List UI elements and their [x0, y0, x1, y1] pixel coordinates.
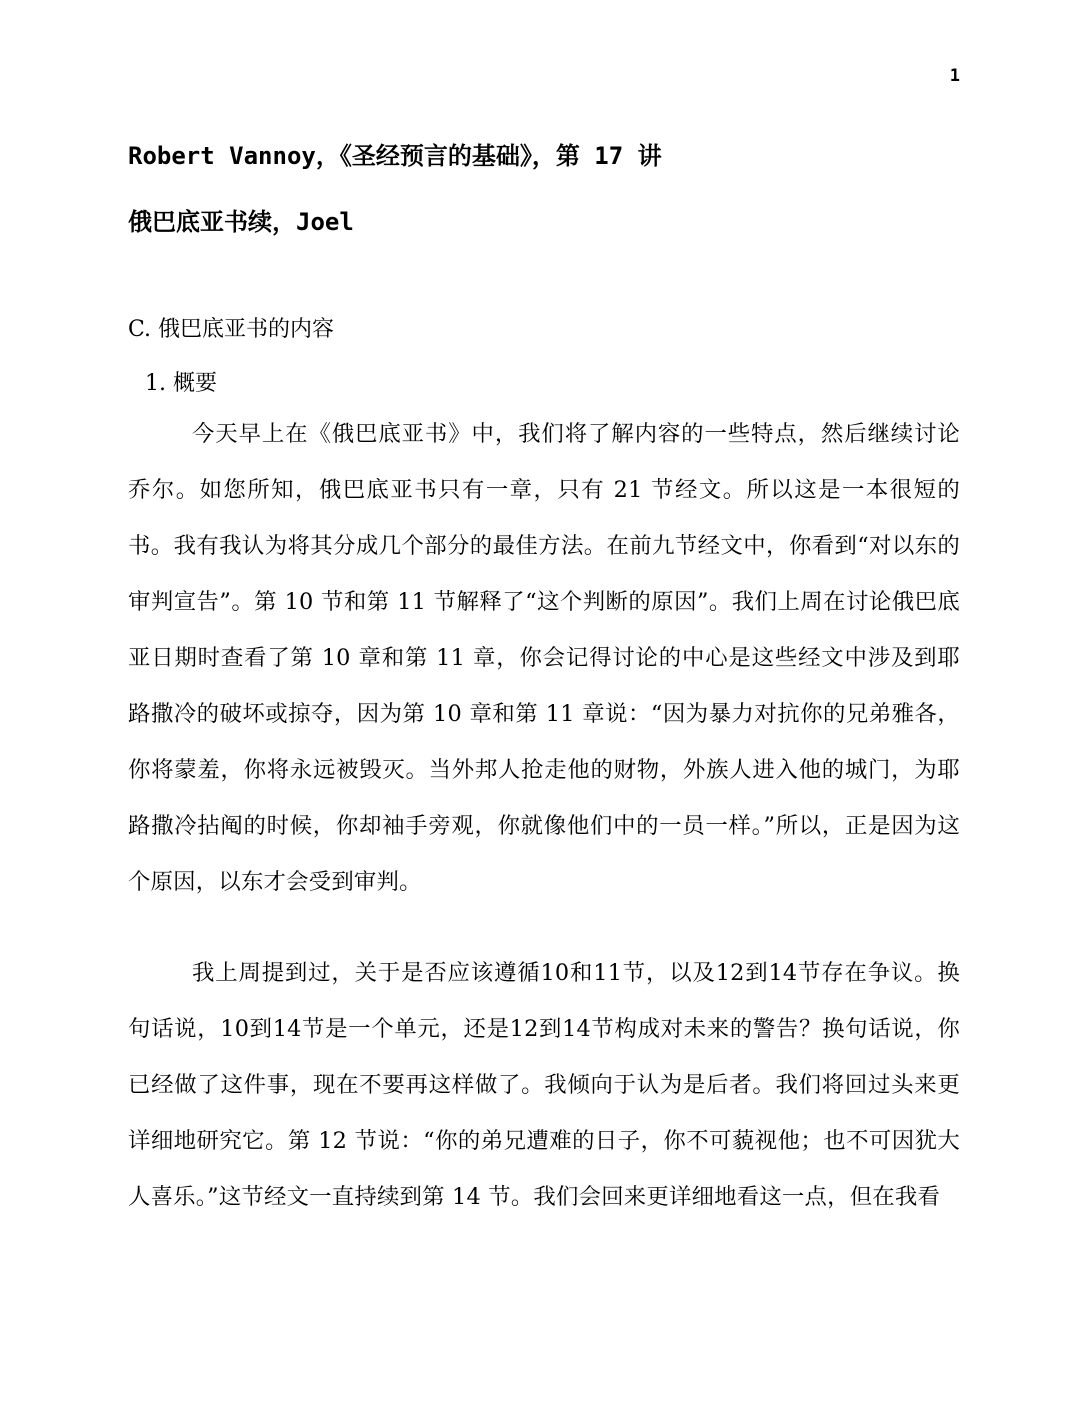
page-number: 1 [949, 66, 960, 86]
subsection-heading-1: 1. 概要 [145, 371, 217, 396]
document-title: Robert Vannoy，《圣经预言的基础》，第 17 讲 [128, 142, 662, 170]
section-heading-c: C. 俄巴底亚书的内容 [128, 317, 335, 342]
body-paragraph-2: 我上周提到过，关于是否应该遵循10和11节，以及12到14节存在争议。换句话说，10到14节是一个单元，还是12到14节构成对未来的警告？换句话说，你已经做了这件事，现在不要再这样做了。我倾向于认为是后者。我们将回过头来更详细地研究它。第 12 节说：“你的弟兄遭难的日子，你不可藐视他；也不可因犹大人喜乐。”这节经文一直持续到第 14 节。我们会回来更详细地看这一点，但在我看 [128, 960, 960, 1210]
body-paragraph-1: 今天早上在《俄巴底亚书》中，我们将了解内容的一些特点，然后继续讨论乔尔。如您所知，俄巴底亚书只有一章，只有 21 节经文。所以这是一本很短的书。我有我认为将其分成几个部分的最佳方法。在前九节经文中，你看到“对以东的审判宣告”。第 10 节和第 11 节解释了“这个判断的原因”。我们上周在讨论俄巴底亚日期时查看了第 10 章和第 11 章，你会记得讨论的中心是这些经文中涉及到耶路撒冷的破坏或掠夺，因为第 10 章和第 11 章说：“因为暴力对抗你的兄弟雅各，你将蒙羞，你将永远被毁灭。当外邦人抢走他的财物，外族人进入他的城门，为耶路撒冷拈阄的时候，你却袖手旁观，你就像他们中的一员一样。”所以，正是因为这个原因，以东才会受到审判。 [128, 421, 960, 895]
document-subtitle: 俄巴底亚书续，Joel [128, 208, 354, 236]
